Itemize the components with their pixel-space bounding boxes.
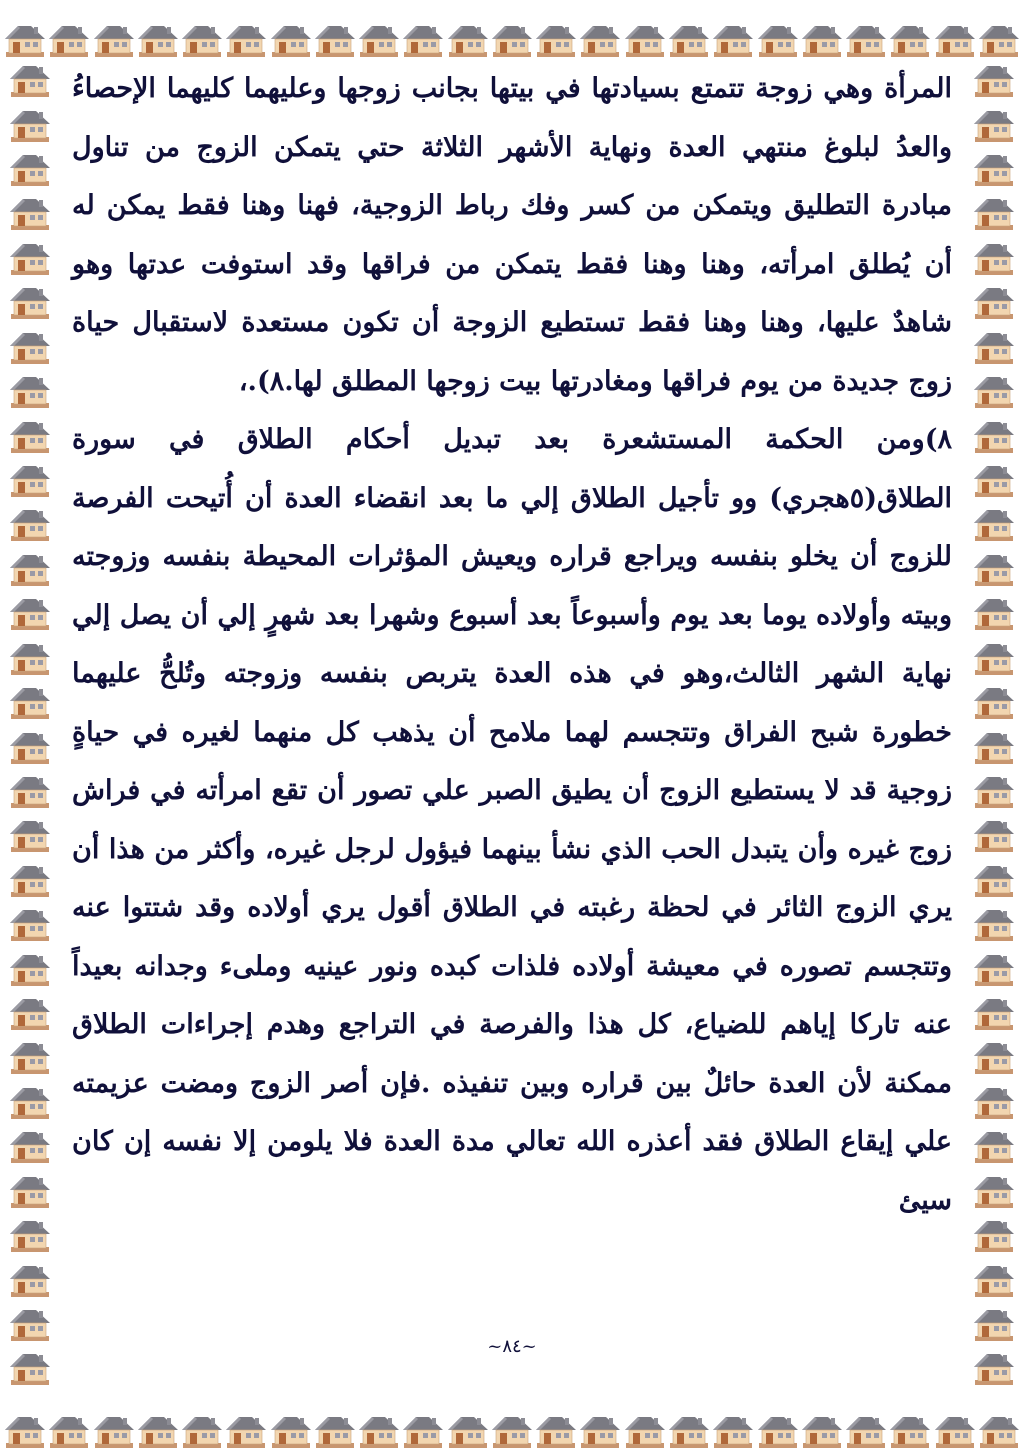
house-icon — [973, 1217, 1015, 1253]
house-icon — [9, 62, 51, 98]
house-icon — [973, 595, 1015, 631]
house-icon — [9, 773, 51, 809]
house-icon — [9, 240, 51, 276]
house-icon — [579, 22, 621, 58]
house-icon — [973, 906, 1015, 942]
page-text — [72, 60, 952, 1300]
house-icon — [973, 773, 1015, 809]
house-icon — [9, 418, 51, 454]
house-icon — [9, 373, 51, 409]
house-icon — [973, 329, 1015, 365]
house-icon — [48, 1413, 90, 1449]
house-icon — [9, 1173, 51, 1209]
house-icon — [9, 329, 51, 365]
house-icon — [9, 151, 51, 187]
house-icon — [973, 640, 1015, 676]
house-icon — [9, 729, 51, 765]
house-icon — [9, 1217, 51, 1253]
house-icon — [668, 22, 710, 58]
paragraph-2: ٨)ومن الحكمة المستشعرة بعد تبديل أحكام الطلاق في سورة الطلاق(٥هجري) وو تأجيل الطلاق إلي ما بعد انقضاء العدة أن أُتيحت الفرصة للزوج أن يخلو بنفسه ويراجع قراره ويعيش المؤثرات المحيطة بنفسه وزوجته وبيته وأولاده يوما بعد يوم وأسبوعاً بعد أسبوع وشهرا بعد شهرٍ إلي أن يصل إلي نهاية الشهر الثالث،وهو في هذه العدة يتربص بنفسه وزوجته وتُلحُّ عليهما خطورة شبح الفراق وتتجسم لهما ملامح أن يذهب كل منهما لغيره في حياةٍ زوجية قد لا يستطيع الزوج أن يطيق الصبر علي تصور أن تقع امرأته في فراش زوج غيره وأن يتبدل الحب الذي نشأ بينهما فيؤول لرجل غيره، وأكثر من هذا أن يري الزوج الثائر في لحظة رغبته في الطلاق أقول يري أولاده وقد شتتوا عنه وتتجسم تصوره في معيشة أولاده فلذات كبده ونور عينيه وملىء وجدانه بعيداً عنه تاركا إياهم للضياع، كل هذا والفرصة في التراجع وهدم إجراءات الطلاق ممكنة لأن العدة حائلٌ بين قراره وبين تنفيذه .فإن أصر الزوج ومضت عزيمته علي إيقاع الطلاق فقد أعذره الله تعالي مدة العدة فلا يلومن إلا نفسه إن كان سيئ — [72, 424, 952, 1216]
house-icon — [9, 906, 51, 942]
house-icon — [93, 1413, 135, 1449]
house-icon — [973, 195, 1015, 231]
house-icon — [9, 551, 51, 587]
right-border — [0, 58, 60, 1391]
house-icon — [757, 1413, 799, 1449]
house-icon — [9, 862, 51, 898]
house-icon — [535, 1413, 577, 1449]
house-icon — [934, 1413, 976, 1449]
left-border — [964, 58, 1024, 1391]
house-icon — [889, 1413, 931, 1449]
house-icon — [973, 373, 1015, 409]
house-icon — [624, 1413, 666, 1449]
house-icon — [973, 684, 1015, 720]
house-icon — [579, 1413, 621, 1449]
house-icon — [624, 22, 666, 58]
house-icon — [9, 195, 51, 231]
house-icon — [978, 22, 1020, 58]
house-icon — [973, 62, 1015, 98]
house-icon — [973, 1262, 1015, 1298]
house-icon — [225, 1413, 267, 1449]
house-icon — [934, 22, 976, 58]
page-number: ~٨٤~ — [487, 1336, 537, 1357]
house-icon — [447, 22, 489, 58]
house-icon — [9, 1262, 51, 1298]
house-icon — [9, 284, 51, 320]
house-icon — [9, 506, 51, 542]
house-icon — [973, 1173, 1015, 1209]
house-icon — [712, 22, 754, 58]
house-icon — [889, 22, 931, 58]
house-icon — [712, 1413, 754, 1449]
house-icon — [973, 551, 1015, 587]
house-icon — [358, 1413, 400, 1449]
house-icon — [973, 1039, 1015, 1075]
house-icon — [93, 22, 135, 58]
house-icon — [801, 22, 843, 58]
house-icon — [48, 22, 90, 58]
house-icon — [978, 1413, 1020, 1449]
house-icon — [973, 107, 1015, 143]
house-icon — [137, 1413, 179, 1449]
house-icon — [181, 1413, 223, 1449]
house-icon — [9, 1128, 51, 1164]
top-border — [0, 0, 1024, 58]
house-icon — [845, 1413, 887, 1449]
house-icon — [9, 995, 51, 1031]
house-icon — [9, 817, 51, 853]
house-icon — [973, 729, 1015, 765]
house-icon — [9, 684, 51, 720]
house-icon — [845, 22, 887, 58]
house-icon — [9, 595, 51, 631]
house-icon — [402, 22, 444, 58]
house-icon — [668, 1413, 710, 1449]
house-icon — [973, 506, 1015, 542]
house-icon — [4, 22, 46, 58]
house-icon — [9, 640, 51, 676]
house-icon — [973, 240, 1015, 276]
house-icon — [447, 1413, 489, 1449]
house-icon — [973, 151, 1015, 187]
house-icon — [973, 418, 1015, 454]
house-icon — [358, 22, 400, 58]
house-icon — [535, 22, 577, 58]
house-icon — [491, 1413, 533, 1449]
house-icon — [973, 862, 1015, 898]
house-icon — [9, 951, 51, 987]
house-icon — [973, 1128, 1015, 1164]
house-icon — [225, 22, 267, 58]
house-icon — [801, 1413, 843, 1449]
bottom-border — [0, 1391, 1024, 1449]
house-icon — [314, 22, 356, 58]
house-icon — [9, 462, 51, 498]
house-icon — [270, 22, 312, 58]
house-icon — [137, 22, 179, 58]
house-icon — [181, 22, 223, 58]
house-icon — [402, 1413, 444, 1449]
house-icon — [270, 1413, 312, 1449]
house-icon — [973, 817, 1015, 853]
house-icon — [973, 462, 1015, 498]
house-icon — [973, 951, 1015, 987]
house-icon — [973, 1084, 1015, 1120]
house-icon — [973, 995, 1015, 1031]
house-icon — [9, 107, 51, 143]
house-icon — [9, 1084, 51, 1120]
house-icon — [973, 284, 1015, 320]
house-icon — [314, 1413, 356, 1449]
house-icon — [491, 22, 533, 58]
house-icon — [4, 1413, 46, 1449]
house-icon — [9, 1039, 51, 1075]
house-icon — [757, 22, 799, 58]
paragraph-1: المرأة وهي زوجة تتمتع بسيادتها في بيتها بجانب زوجها وعليهما كليهما الإحصاءُ والعدُ لبلوغ منتهي العدة ونهاية الأشهر الثلاثة حتي يتمكن الزوج من تناول مبادرة التطليق ويتمكن من كسر وفك رباط الزوجية، فهنا وهنا فقط يمكن له أن يُطلق امرأته، وهنا وهنا فقط يتمكن من فراقها وقد استوفت عدتها وهو شاهدٌ عليها، وهنا وهنا فقط تستطيع الزوجة أن تكون مستعدة لاستقبال حياة زوج جديدة من يوم فراقها ومغادرتها بيت زوجها المطلق لها.٨).، — [72, 73, 952, 397]
